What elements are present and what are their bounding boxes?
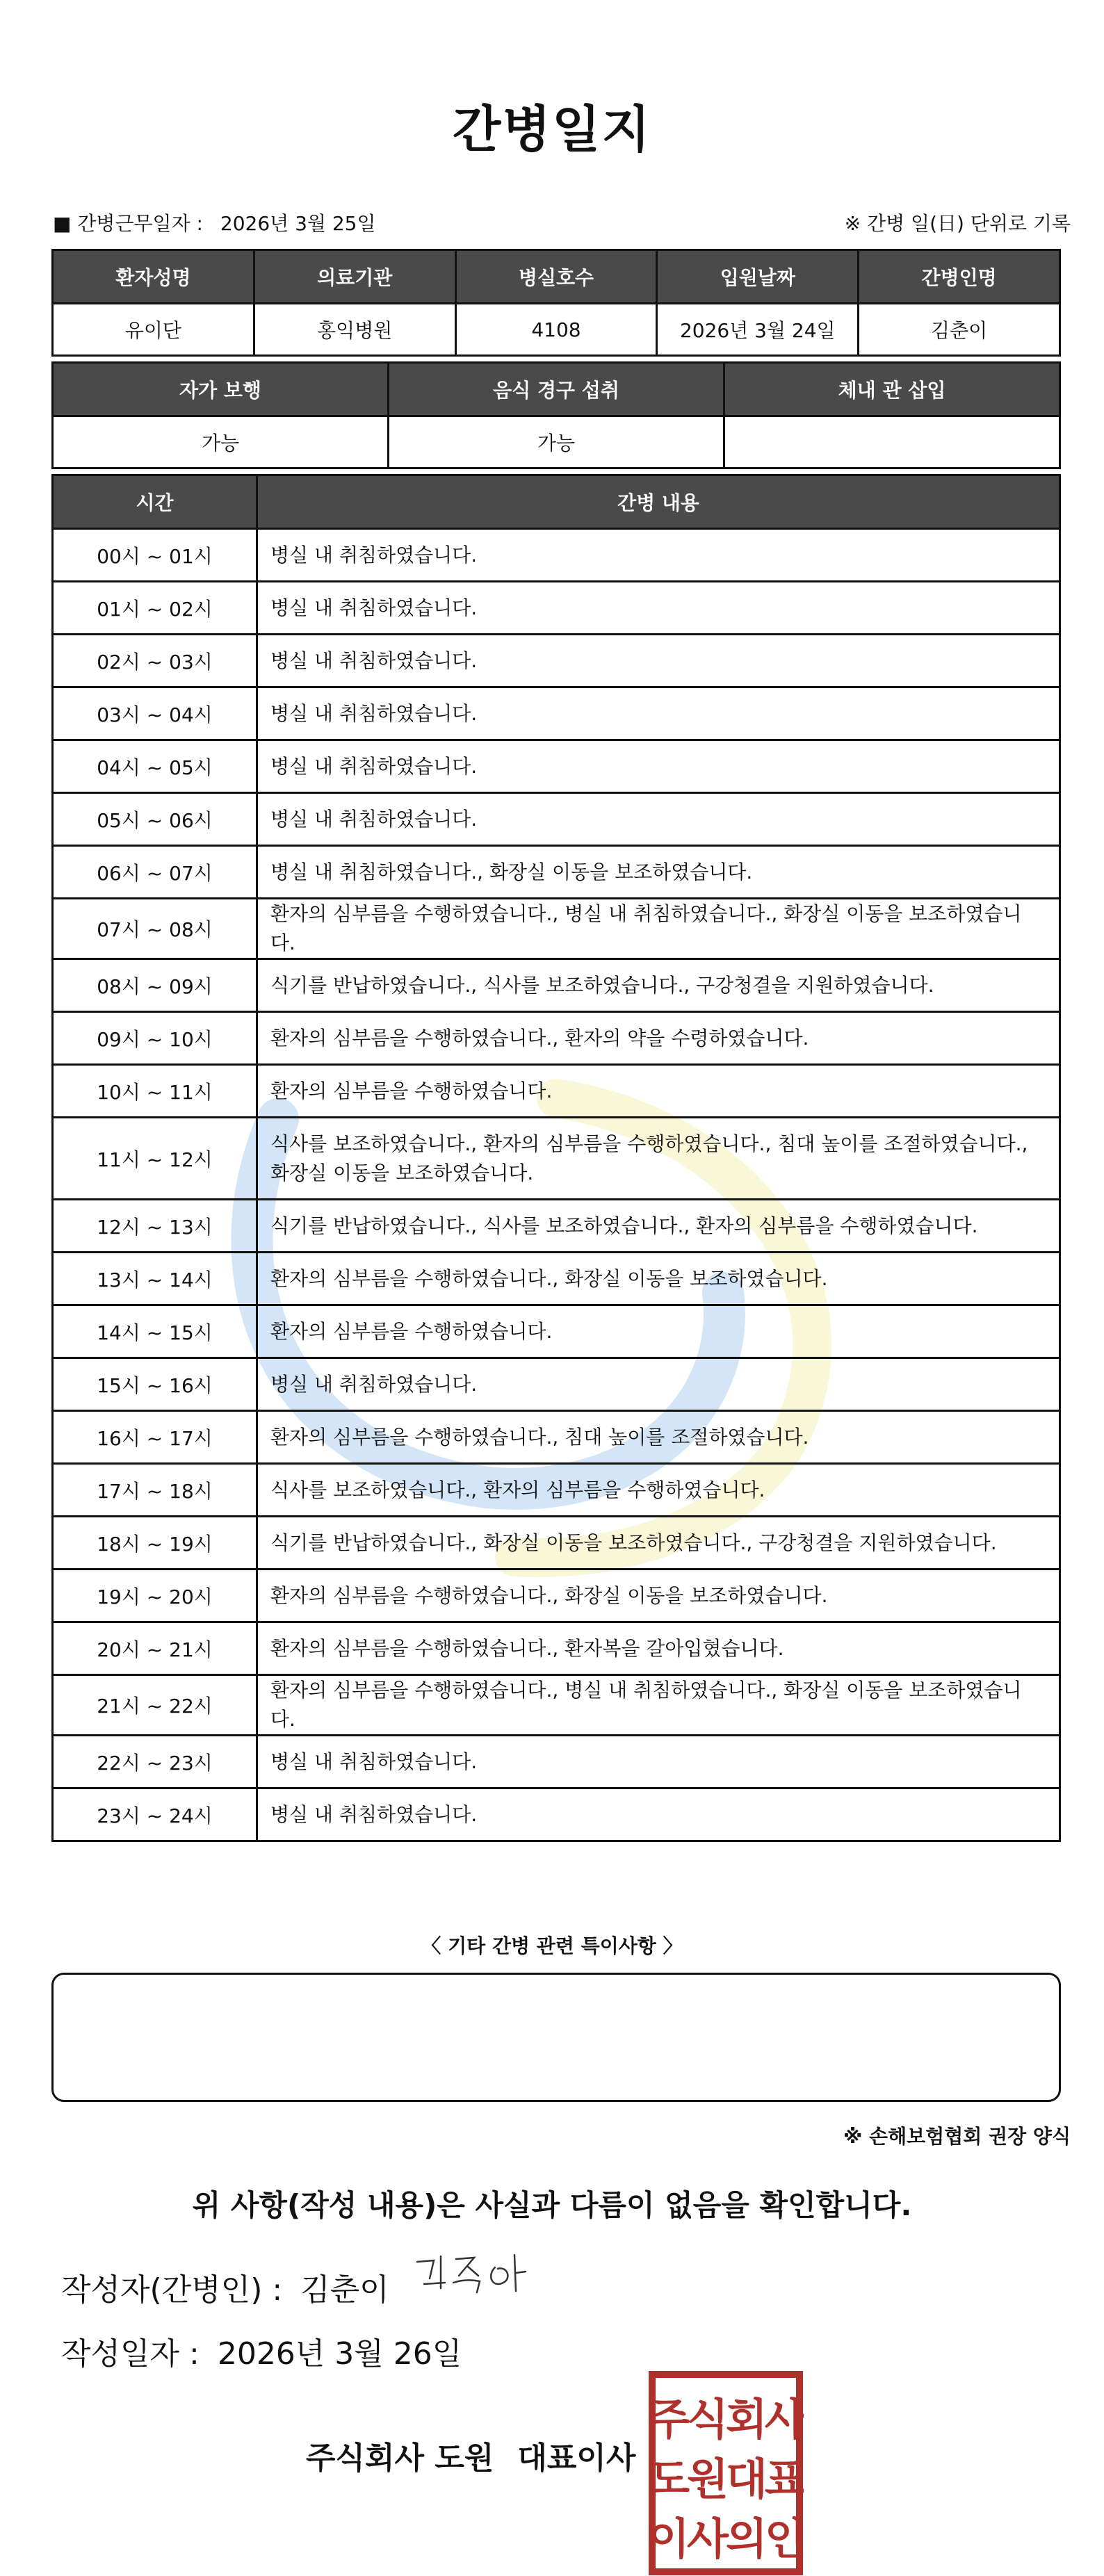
writer-label: 작성자(간병인) : [61,2272,283,2308]
table-row [53,1622,1060,1675]
log-header-content: 간병 내용 [257,475,1060,529]
log-time: 05시 ~ 06시 [53,793,257,846]
table-row [53,846,1060,899]
log-content: 환자의 심부름을 수행하였습니다., 환자복을 갈아입혔습니다. [257,1622,1060,1675]
log-content: 환자의 심부름을 수행하였습니다. [257,1305,1060,1358]
log-time: 09시 ~ 10시 [53,1012,257,1065]
caregiver-name: 김춘이 [859,304,1060,356]
hospital-name: 홍익병원 [254,304,455,356]
log-time: 10시 ~ 11시 [53,1065,257,1118]
log-content: 병실 내 취침하였습니다., 화장실 이동을 보조하였습니다. [257,846,1060,899]
written-date-value: 2026년 3월 26일 [217,2336,462,2372]
company-signatory [306,2433,635,2477]
log-time: 11시 ~ 12시 [53,1118,257,1200]
status-header: 자가 보행 [53,363,389,416]
writer-name: 김춘이 [300,2272,389,2308]
log-content: 병실 내 취침하였습니다. [257,740,1060,793]
log-header-time: 시간 [53,475,257,529]
log-content: 식기를 반납하였습니다., 식사를 보조하였습니다., 환자의 심부름을 수행하였습니다. [257,1200,1060,1253]
work-date-value: 2026년 3월 25일 [220,212,376,235]
unit-note: ※ 간병 일(日) 단위로 기록 [844,212,1071,235]
log-content: 식사를 보조하였습니다., 환자의 심부름을 수행하였습니다., 침대 높이를 조절하였습니다., 화장실 이동을 보조하였습니다. [257,1118,1060,1200]
table-row [53,687,1060,740]
info-header: 환자성명 [53,250,254,304]
svg-text:도원대표: 도원대표 [648,2454,804,2504]
log-time: 02시 ~ 03시 [53,635,257,687]
log-time: 19시 ~ 20시 [53,1570,257,1622]
handwritten-signature [410,2248,535,2304]
log-content: 환자의 심부름을 수행하였습니다., 화장실 이동을 보조하였습니다. [257,1570,1060,1622]
log-content: 병실 내 취침하였습니다. [257,793,1060,846]
room-number: 4108 [455,304,657,356]
log-time: 04시 ~ 05시 [53,740,257,793]
log-time: 01시 ~ 02시 [53,582,257,635]
log-content: 병실 내 취침하였습니다. [257,687,1060,740]
table-row [53,1464,1060,1517]
info-header: 의료기관 [254,250,455,304]
log-time: 13시 ~ 14시 [53,1253,257,1305]
log-time: 18시 ~ 19시 [53,1517,257,1570]
log-content: 환자의 심부름을 수행하였습니다. [257,1065,1060,1118]
table-row [53,1012,1060,1065]
log-content: 환자의 심부름을 수행하였습니다., 환자의 약을 수령하였습니다. [257,1012,1060,1065]
company-title: 대표이사 [517,2440,636,2476]
log-content: 병실 내 취침하였습니다. [257,1788,1060,1841]
log-content: 병실 내 취침하였습니다. [257,529,1060,582]
log-time: 17시 ~ 18시 [53,1464,257,1517]
log-content: 환자의 심부름을 수행하였습니다., 화장실 이동을 보조하였습니다. [257,1253,1060,1305]
table-row [53,1305,1060,1358]
confirmation-statement: 위 사항(작성 내용)은 사실과 다름이 없음을 확인합니다. [192,2188,912,2222]
table-row [53,1675,1060,1736]
table-row [53,899,1060,959]
info-header: 병실호수 [455,250,657,304]
remarks-title: 〈 기타 간병 관련 특이사항 〉 [421,1934,683,1957]
log-content: 병실 내 취침하였습니다. [257,635,1060,687]
remarks-box [51,1973,1061,2102]
care-log-table [51,474,1061,1842]
table-row [53,1358,1060,1411]
table-row [53,582,1060,635]
table-row [53,793,1060,846]
log-content: 병실 내 취침하였습니다. [257,1736,1060,1788]
log-time: 23시 ~ 24시 [53,1788,257,1841]
written-date-label: 작성일자 : [61,2336,200,2372]
patient-status-table [51,361,1061,469]
info-header: 간병인명 [859,250,1060,304]
table-row [53,1253,1060,1305]
table-row [53,959,1060,1012]
table-row [53,635,1060,687]
patient-info-table [51,249,1061,357]
table-row [53,1200,1060,1253]
table-row [53,1736,1060,1788]
log-time: 12시 ~ 13시 [53,1200,257,1253]
work-date [53,209,376,236]
work-date-label: ■ 간병근무일자 : [53,212,203,235]
log-content: 환자의 심부름을 수행하였습니다., 침대 높이를 조절하였습니다. [257,1411,1060,1464]
log-content: 환자의 심부름을 수행하였습니다., 병실 내 취침하였습니다., 화장실 이동을 보조하였습니다. [257,899,1060,959]
log-time: 16시 ~ 17시 [53,1411,257,1464]
table-row [53,1517,1060,1570]
company-seal [648,2370,804,2576]
table-row [53,529,1060,582]
svg-text:주식회사: 주식회사 [648,2394,804,2445]
table-row [53,1118,1060,1200]
log-time: 22시 ~ 23시 [53,1736,257,1788]
status-header: 음식 경구 섭취 [389,363,724,416]
svg-text:이사의인: 이사의인 [648,2513,804,2564]
log-content: 식사를 보조하였습니다., 환자의 심부름을 수행하였습니다. [257,1464,1060,1517]
log-time: 21시 ~ 22시 [53,1675,257,1736]
log-time: 00시 ~ 01시 [53,529,257,582]
log-time: 06시 ~ 07시 [53,846,257,899]
oral-intake-value: 가능 [389,416,724,468]
table-row [53,740,1060,793]
status-header: 체내 관 삽입 [724,363,1060,416]
table-row [53,1570,1060,1622]
table-row [53,1065,1060,1118]
info-header: 입원날짜 [657,250,859,304]
log-content: 식기를 반납하였습니다., 화장실 이동을 보조하였습니다., 구강청결을 지원하였습니다. [257,1517,1060,1570]
admission-date: 2026년 3월 24일 [657,304,859,356]
log-time: 08시 ~ 09시 [53,959,257,1012]
log-content: 환자의 심부름을 수행하였습니다., 병실 내 취침하였습니다., 화장실 이동을 보조하였습니다. [257,1675,1060,1736]
log-time: 15시 ~ 16시 [53,1358,257,1411]
remarks-text [54,1975,1059,2003]
log-time: 07시 ~ 08시 [53,899,257,959]
written-date-line [61,2329,462,2373]
patient-name: 유이단 [53,304,254,356]
log-time: 20시 ~ 21시 [53,1622,257,1675]
company-name: 주식회사 도원 [306,2440,494,2476]
table-row [53,1411,1060,1464]
table-row [53,1788,1060,1841]
log-time: 03시 ~ 04시 [53,687,257,740]
form-source-note: ※ 손해보험협회 권장 양식 [843,2125,1071,2148]
log-content: 식기를 반납하였습니다., 식사를 보조하였습니다., 구강청결을 지원하였습니다. [257,959,1060,1012]
self-walking-value: 가능 [53,416,389,468]
writer-line [61,2265,389,2309]
log-content: 병실 내 취침하였습니다. [257,582,1060,635]
tube-insertion-value [724,416,1060,468]
log-time: 14시 ~ 15시 [53,1305,257,1358]
document-title: 간병일지 [452,100,652,158]
log-content: 병실 내 취침하였습니다. [257,1358,1060,1411]
